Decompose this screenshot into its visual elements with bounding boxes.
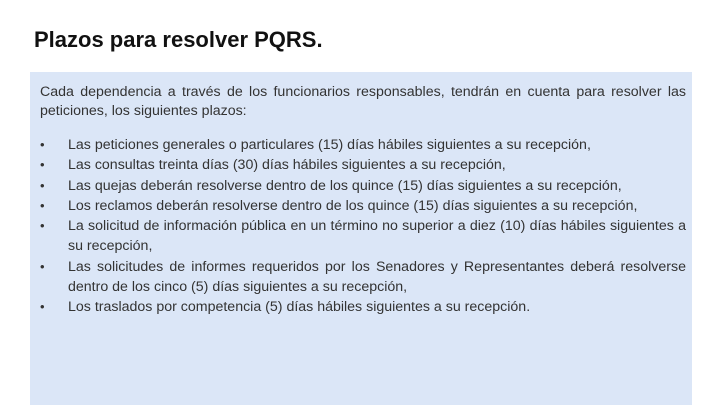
list-item-text: Las solicitudes de informes requeridos por los Senadores y Representantes deberá resolverse dentro de los cinco (5) días siguientes a su recepción, [68,258,686,296]
list-item-text: Los traslados por competencia (5) días hábiles siguientes a su recepción. [68,299,531,316]
bullet-icon: • [40,258,45,274]
bullet-icon: • [40,218,45,234]
list-item [40,196,686,216]
list-item-text: Las consultas treinta días (30) días hábiles siguientes a su recepción, [68,157,506,174]
list-item-text: Los reclamos deberán resolverse dentro de los quince (15) días siguientes a su recepción, [68,197,638,214]
list-item-text: Las quejas deberán resolverse dentro de los quince (15) días siguientes a su recepción, [68,177,622,194]
deadline-list [40,135,686,318]
list-item [40,135,686,155]
intro-paragraph: Cada dependencia a través de los funcionarios responsables, tendrán en cuenta para resolver las peticiones, los siguientes plazos: [40,84,686,119]
list-item [40,297,686,317]
slide-title: Plazos para resolver PQRS. [34,27,323,52]
bullet-icon: • [40,197,45,213]
list-item-text: La solicitud de información pública en un término no superior a diez (10) días hábiles siguientes a su recepción, [68,218,686,255]
content-box [30,72,692,405]
bullet-icon: • [40,157,45,173]
list-item-text: Las peticiones generales o particulares (15) días hábiles siguientes a su recepción, [68,137,591,153]
bullet-icon: • [40,299,45,315]
list-item [40,257,686,298]
bullet-icon: • [40,177,45,193]
list-item [40,216,686,257]
bullet-icon: • [40,137,45,152]
list-item [40,155,686,175]
list-item [40,176,686,196]
